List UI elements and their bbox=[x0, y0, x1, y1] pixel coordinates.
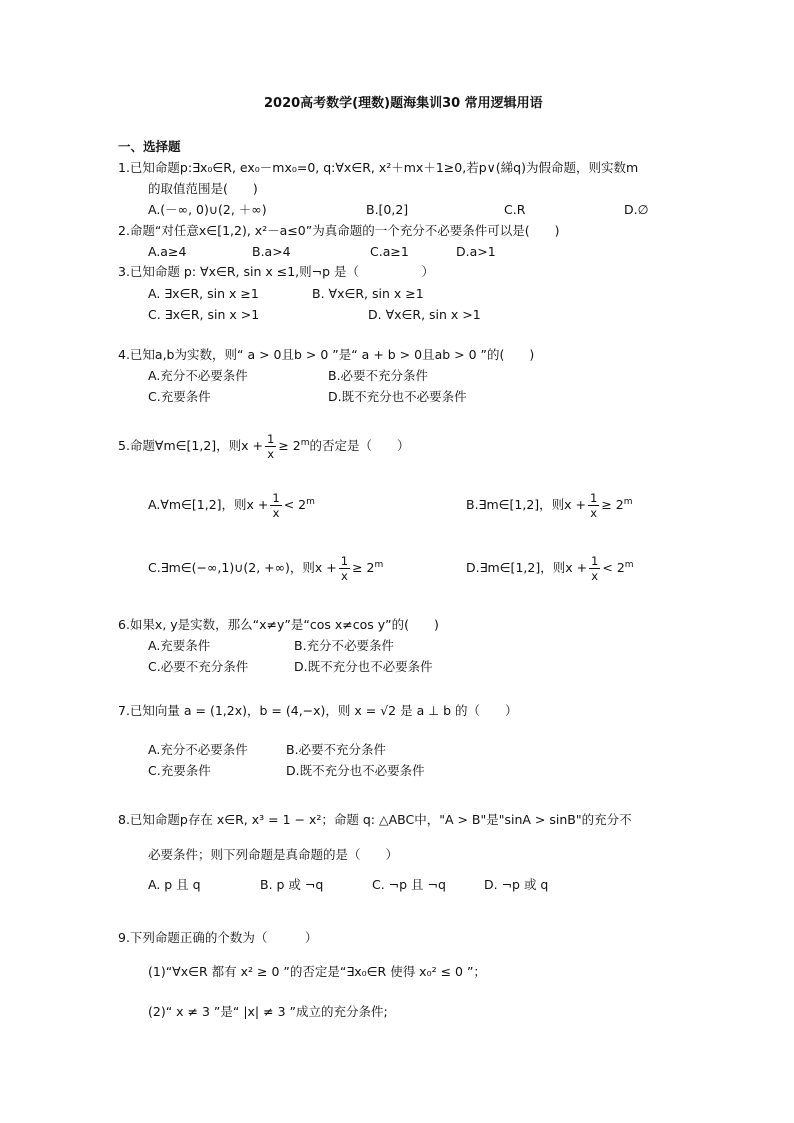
fraction-denominator: x bbox=[272, 506, 280, 521]
fraction-one-over-x bbox=[589, 554, 600, 583]
question-2-line-1: 2.命题“对任意x∈[1,2), x²－a≤0”为真命题的一个充分不必要条件可以是( ) bbox=[118, 223, 560, 238]
fraction-numerator: 1 bbox=[340, 554, 349, 569]
question-3-option-c: C. ∃x∈R, sin x >1 bbox=[148, 307, 260, 322]
question-3-option-d: D. ∀x∈R, sin x >1 bbox=[368, 307, 481, 322]
question-5-option-d bbox=[466, 550, 634, 583]
fraction-numerator: 1 bbox=[272, 491, 280, 506]
question-6-option-a: A.充要条件 bbox=[148, 638, 211, 653]
exponent-m: m bbox=[300, 438, 310, 448]
question-2-option-a: A.a≥4 bbox=[148, 244, 187, 259]
question-3-option-a: A. ∃x∈R, sin x ≥1 bbox=[148, 286, 259, 301]
question-1-line-2: 的取值范围是( ) bbox=[148, 181, 258, 196]
question-4-option-c: C.充要条件 bbox=[148, 389, 211, 404]
question-7-option-a: A.充分不必要条件 bbox=[148, 742, 248, 757]
question-8-option-c: C. ¬p 且 ¬q bbox=[372, 877, 446, 892]
question-8-option-b: B. p 或 ¬q bbox=[260, 877, 324, 892]
question-2-option-d: D.a>1 bbox=[456, 244, 496, 259]
question-6-option-c: C.必要不充分条件 bbox=[148, 659, 249, 674]
question-7-option-c: C.充要条件 bbox=[148, 763, 211, 778]
option-a-relation: < 2 bbox=[283, 497, 307, 513]
option-b-relation: ≥ 2 bbox=[601, 497, 624, 513]
question-2-option-b: B.a>4 bbox=[252, 244, 291, 259]
fraction-numerator: 1 bbox=[591, 554, 599, 569]
option-c-relation: ≥ 2 bbox=[352, 560, 375, 576]
question-4-option-a: A.充分不必要条件 bbox=[148, 368, 248, 383]
fraction-one-over-x bbox=[270, 491, 281, 520]
question-6-option-b: B.充分不必要条件 bbox=[294, 638, 395, 653]
question-8-line-1: 8.已知命题p存在 x∈R, x³ = 1 − x²；命题 q: △ABC中，"A > B"是"sinA > sinB"的充分不 bbox=[118, 812, 632, 827]
question-3-line-1: 3.已知命题 p: ∀x∈R, sin x ≤1,则¬p 是（ ） bbox=[118, 264, 435, 279]
question-8-option-a: A. p 且 q bbox=[148, 877, 201, 892]
question-7-option-b: B.必要不充分条件 bbox=[286, 742, 387, 757]
option-a-prefix: A.∀m∈[1,2]，则x + bbox=[148, 497, 269, 513]
question-7-line-1: 7.已知向量 a = (1,2x)，b = (4,−x)，则 x = √2 是 a ⊥ b 的（ ） bbox=[118, 703, 518, 718]
fraction-one-over-x bbox=[588, 491, 599, 520]
question-7-option-d: D.既不充分也不必要条件 bbox=[286, 763, 425, 778]
question-1-option-b: B.[0,2] bbox=[366, 202, 409, 217]
exponent-m: m bbox=[623, 497, 633, 507]
option-c-prefix: C.∃m∈(−∞,1)∪(2, +∞)，则x + bbox=[148, 560, 337, 576]
question-4-option-d: D.既不充分也不必要条件 bbox=[328, 389, 467, 404]
question-2-option-c: C.a≥1 bbox=[370, 244, 409, 259]
question-8-option-d: D. ¬p 或 q bbox=[484, 877, 549, 892]
question-5-option-c bbox=[148, 550, 383, 583]
fraction-numerator: 1 bbox=[590, 491, 598, 506]
question-1-option-a: A.(－∞, 0)∪(2, ＋∞) bbox=[148, 202, 267, 217]
question-6-option-d: D.既不充分也不必要条件 bbox=[294, 659, 433, 674]
question-9-line-1: 9.下列命题正确的个数为（ ） bbox=[118, 930, 318, 945]
question-1-line-1: 1.已知命题p:∃x₀∈R, ex₀－mx₀=0, q:∀x∈R, x²＋mx＋1≥0,若p∨(綈q)为假命题，则实数m bbox=[118, 160, 639, 175]
fraction-denominator: x bbox=[341, 569, 348, 584]
question-8-line-2: 必要条件；则下列命题是真命题的是（ ） bbox=[148, 847, 399, 862]
question-5-option-a bbox=[148, 487, 315, 520]
question-5-option-b bbox=[466, 487, 633, 520]
question-1-option-d: D.∅ bbox=[624, 202, 649, 217]
fraction-denominator: x bbox=[591, 569, 599, 584]
fraction-denominator: x bbox=[590, 506, 598, 521]
fraction-numerator: 1 bbox=[267, 432, 275, 447]
question-4-line-1: 4.已知a,b为实数，则“ a > 0且b > 0 ”是“ a + b > 0且ab > 0 ”的( ) bbox=[118, 347, 535, 362]
question-1-option-c: C.R bbox=[504, 202, 526, 217]
exponent-m: m bbox=[374, 560, 384, 570]
question-9-statement-2: (2)“ x ≠ 3 ”是“ |x| ≠ 3 ”成立的充分条件; bbox=[148, 1004, 388, 1019]
section-heading: 一、选择题 bbox=[118, 139, 181, 154]
question-4-option-b: B.必要不充分条件 bbox=[328, 368, 429, 383]
question-5-line-1 bbox=[118, 428, 410, 461]
question-5-prefix: 5.命题∀m∈[1,2]，则x + bbox=[118, 438, 264, 454]
fraction-one-over-x bbox=[265, 432, 276, 461]
question-5-relation: ≥ 2 bbox=[278, 438, 301, 454]
question-9-statement-1: (1)“∀x∈R 都有 x² ≥ 0 ”的否定是“∃x₀∈R 使得 x₀² ≤ 0 ”； bbox=[148, 964, 486, 979]
exponent-m: m bbox=[624, 560, 634, 570]
fraction-denominator: x bbox=[267, 447, 275, 462]
exponent-m: m bbox=[306, 497, 315, 507]
question-6-line-1: 6.如果x, y是实数，那么“x≠y”是“cos x≠cos y”的( ) bbox=[118, 617, 439, 632]
option-d-prefix: D.∃m∈[1,2]，则x + bbox=[466, 560, 588, 576]
fraction-one-over-x bbox=[339, 554, 350, 583]
option-d-relation: < 2 bbox=[602, 560, 625, 576]
question-3-option-b: B. ∀x∈R, sin x ≥1 bbox=[312, 286, 424, 301]
page-title: 2020高考数学(理数)题海集训30 常用逻辑用语 bbox=[264, 96, 543, 111]
option-b-prefix: B.∃m∈[1,2]，则x + bbox=[466, 497, 586, 513]
question-5-tail: 的否定是（ ） bbox=[309, 438, 410, 454]
